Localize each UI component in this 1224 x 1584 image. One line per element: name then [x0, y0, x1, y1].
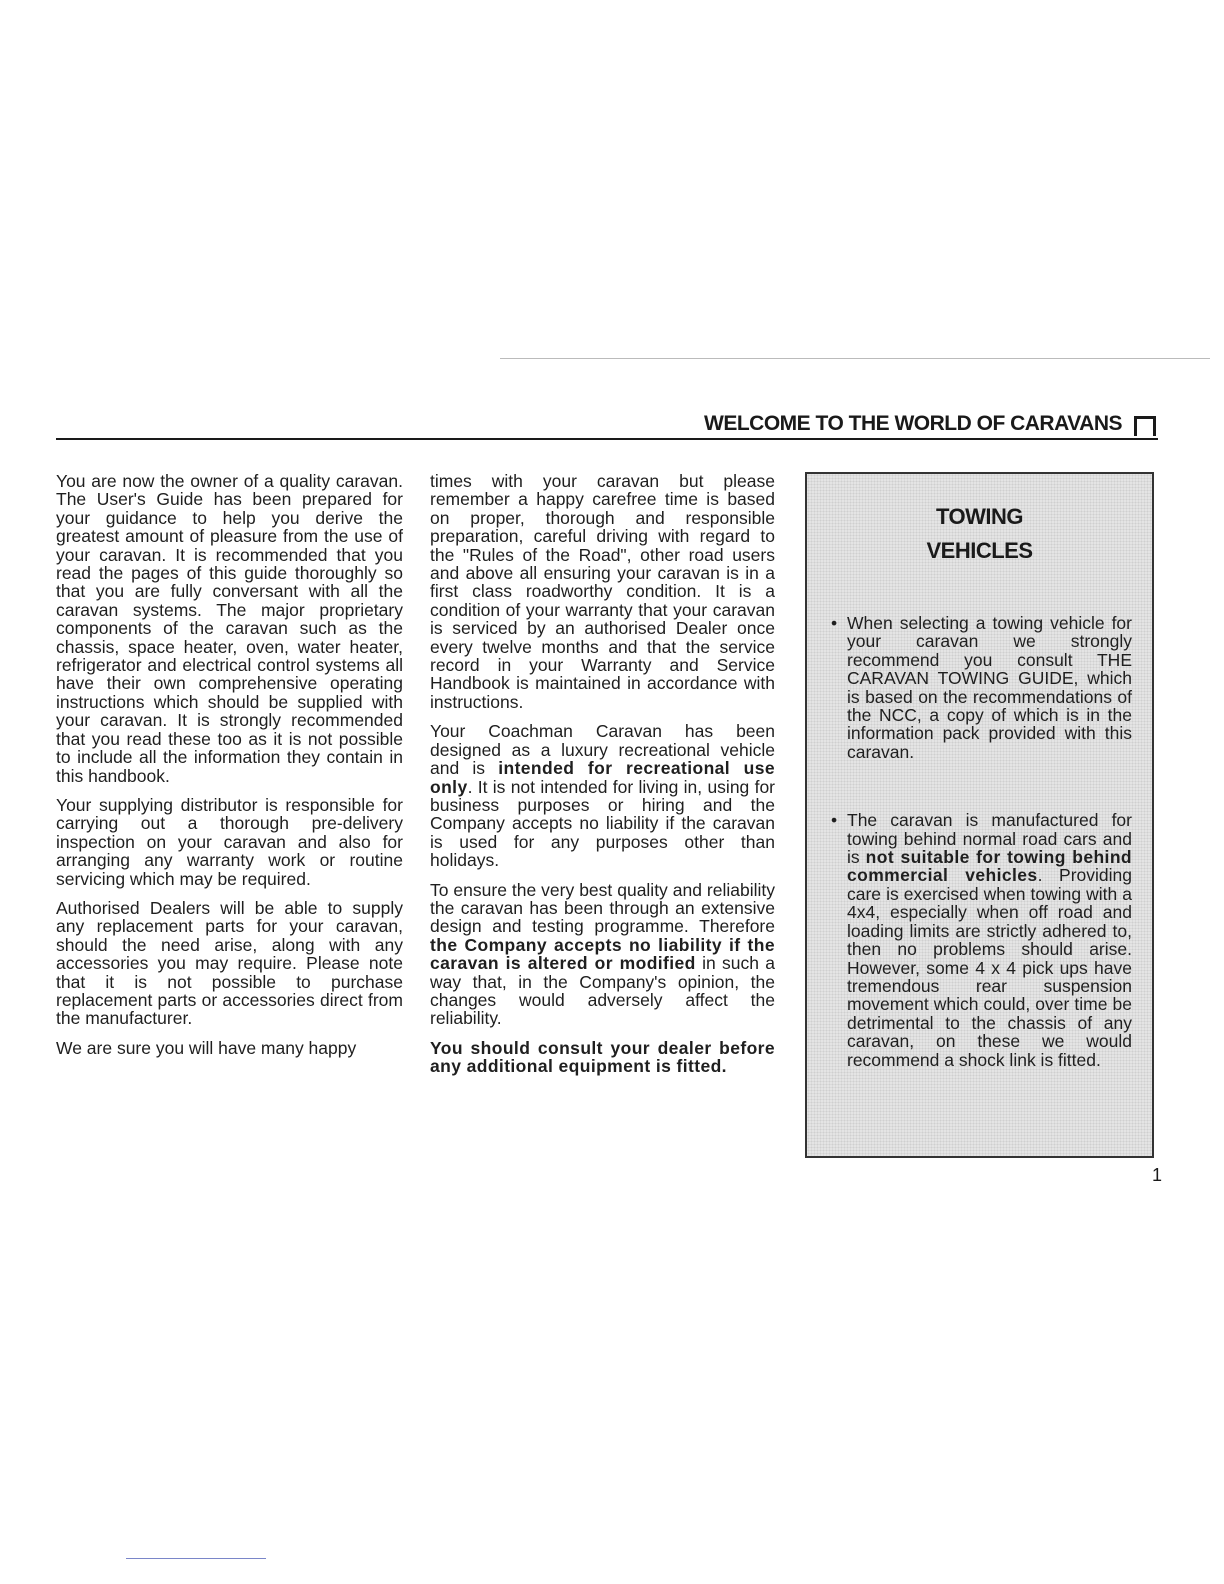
header-box-icon [1134, 416, 1156, 436]
box-title: TOWING [935, 504, 1024, 529]
list-item [831, 811, 1132, 1069]
bold-emphasis: You should consult your dealer before any additional equipment is fitted. [430, 1037, 775, 1077]
paragraph [430, 1039, 775, 1076]
box-title: VEHICLES [926, 538, 1033, 563]
list-item [831, 614, 1132, 761]
bullet-icon: • [831, 613, 838, 633]
paragraph-text: . It is not intended for living in, using for business purposes or hiring and the Company accepts no liability if the caravan is used for any purposes other than holidays. [430, 776, 775, 871]
towing-vehicles-box [805, 472, 1154, 1158]
paragraph: times with your caravan but please remember a happy carefree time is based on proper, thorough and responsible preparation, careful driving with regard to the "Rules of the Road", other road users and above all ensuring your caravan is in a first class roadworthy condition. It is a condition of your warranty that your caravan is serviced by an authorised Dealer once every twelve months and that the service record in your Warranty and Service Handbook is maintained in accordance with instructions. [430, 471, 775, 712]
page-number: 1 [1152, 1165, 1163, 1185]
bullet-list [807, 614, 1152, 1069]
list-item-text: The caravan is manufactured for towing behind normal road cars and is [847, 810, 1132, 868]
bullet-icon: • [831, 810, 838, 831]
list-item-text: . Providing care is exercised when towing with a 4x4, especially when off road and loading limits are strictly adhered to, then no problems should arise. However, some 4 x 4 pick ups have tremendous rear suspension movement which could, over time be detrimental to the chassis of any caravan, on these we would recommend a shock link is fitted. [847, 865, 1132, 1070]
paragraph: Authorised Dealers will be able to supply any replacement parts for your caravan, should the need arise, along with any accessories you may require. Please note that it is not possible to purchase replacement parts or accessories direct from the manufacturer. [56, 897, 403, 1029]
paragraph: You are now the owner of a quality caravan. The User's Guide has been prepared for your guidance to help you derive the greatest amount of pleasure from the use of your caravan. It is recommended that you read the pages of this guide thoroughly so that you are fully conversant with all the caravan systems. The major proprietary components of the caravan such as the chassis, space heater, oven, water heater, refrigerator and electrical control systems all have their own comprehensive operating instructions which should be supplied with your caravan. It is strongly recommended that you read these too as it is not possible to include all the information they contain in this handbook. [56, 471, 403, 786]
paragraph: We are sure you will have many happy [56, 1037, 357, 1058]
page-title: WELCOME TO THE WORLD OF CARAVANS [704, 412, 1122, 435]
page-header [56, 410, 1158, 440]
scan-artifact-line [500, 358, 1210, 359]
bold-emphasis: intended for recreational use only [430, 758, 775, 797]
bold-emphasis: not suitable for towing behind commercial vehicles [847, 847, 1133, 886]
paragraph [430, 722, 775, 869]
paragraph [430, 881, 775, 1028]
text-column-1 [56, 472, 403, 1068]
paragraph-text: To ensure the very best quality and reliability the caravan has been through an extensive design and testing programme. Therefore [430, 879, 775, 937]
scan-artifact-line [126, 1558, 266, 1559]
text-column-2 [430, 472, 775, 1087]
paragraph-text: Your Coachman Caravan has been designed as a luxury recreational vehicle and is [430, 721, 775, 779]
paragraph: Your supplying distributor is responsible for carrying out a thorough pre-delivery inspection on your caravan and also for arranging any warranty work or routine servicing which may be required. [56, 794, 403, 889]
list-item-text: When selecting a towing vehicle for your caravan we strongly recommend you consult THE CARAVAN TOWING GUIDE, which is based on the recommendations of the NCC, a copy of which is in the information pack provided with this caravan. [847, 613, 1132, 762]
bold-emphasis: the Company accepts no liability if the caravan is altered or modified [430, 934, 775, 974]
paragraph-text: in such a way that, in the Company's opinion, the changes would adversely affect the reliability. [430, 953, 776, 1029]
